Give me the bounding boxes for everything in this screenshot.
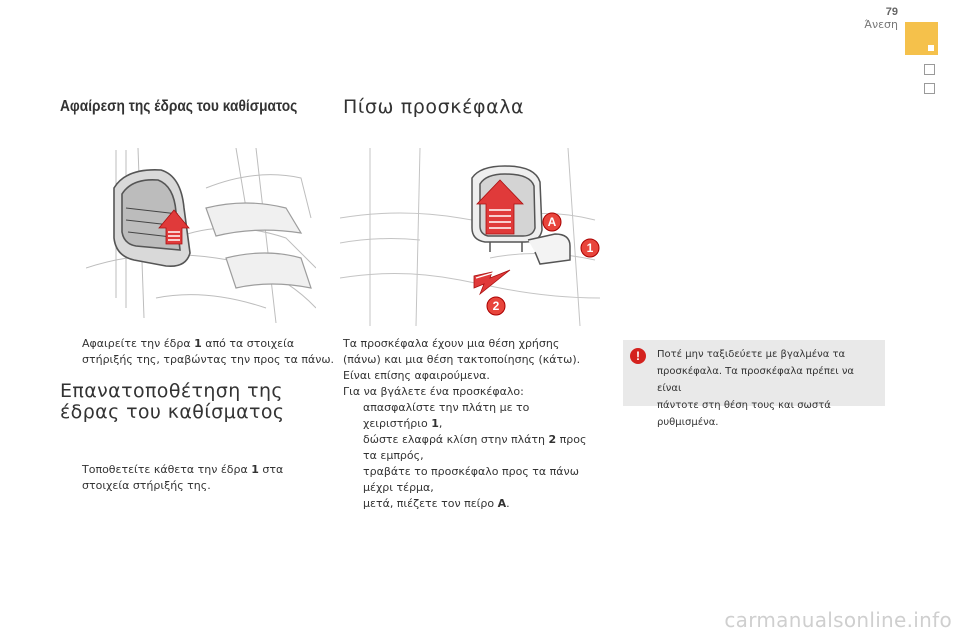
rear-headrest-illustration <box>340 148 605 326</box>
chapter-tab-box[interactable] <box>924 64 935 75</box>
section-title-remove-cushion: Αφαίρεση της έδρας του καθίσματος <box>60 98 298 115</box>
headrest-instructions: Τα προσκέφαλα έχουν μια θέση χρήσης (πάνω) και μια θέση τακτοποίησης (κάτω). Είναι επίσης αφαιρούμενα. Για να βγάλετε ένα προσκέφαλο: απασφαλίστε την πλάτη με το χειριστήριο 1, δώστε ελαφρά κλίση στην πλάτη 2 προς τα εμπρός, τραβάτε το προσκέφαλο προς τα πάνω μέχρι τέρμα, μετά, πιέζετε τον πείρο A. <box>343 337 587 510</box>
section-title-refit-cushion: Επανατοποθέτηση της έδρας του καθίσματος <box>60 380 285 423</box>
warning-panel <box>623 340 885 428</box>
section-title-rear-headrests: Πίσω προσκέφαλα <box>343 96 525 118</box>
callout-2-label: 2 <box>492 299 500 313</box>
chapter-tab-box[interactable] <box>924 83 935 94</box>
warning-icon: ! <box>630 348 646 364</box>
callout-a-label: A <box>547 215 557 229</box>
chapter-tab-active[interactable] <box>905 22 938 55</box>
watermark: carmanualsonline.info <box>724 608 952 632</box>
tab-dot <box>928 45 934 51</box>
chapter-label: Άνεση <box>864 18 898 31</box>
warning-text: Ποτέ μην ταξιδεύετε με βγαλμένα τα προσκέφαλα. Τα προσκέφαλα πρέπει να είναι πάντοτε στη θέση τους και σωστά ρυθμισμένα. <box>657 349 854 428</box>
refit-step: Τοποθετείτε κάθετα την έδρα 1 στα στοιχεία στήριξής της. <box>82 463 284 492</box>
page-number: 79 <box>885 6 898 18</box>
seat-cushion-illustration <box>86 148 316 326</box>
callout-1-label: 1 <box>586 241 594 255</box>
diagonal-arrow-icon <box>474 270 510 294</box>
remove-step: Αφαιρείτε την έδρα 1 από τα στοιχεία στήριξής της, τραβώντας την προς τα πάνω. <box>82 337 335 366</box>
